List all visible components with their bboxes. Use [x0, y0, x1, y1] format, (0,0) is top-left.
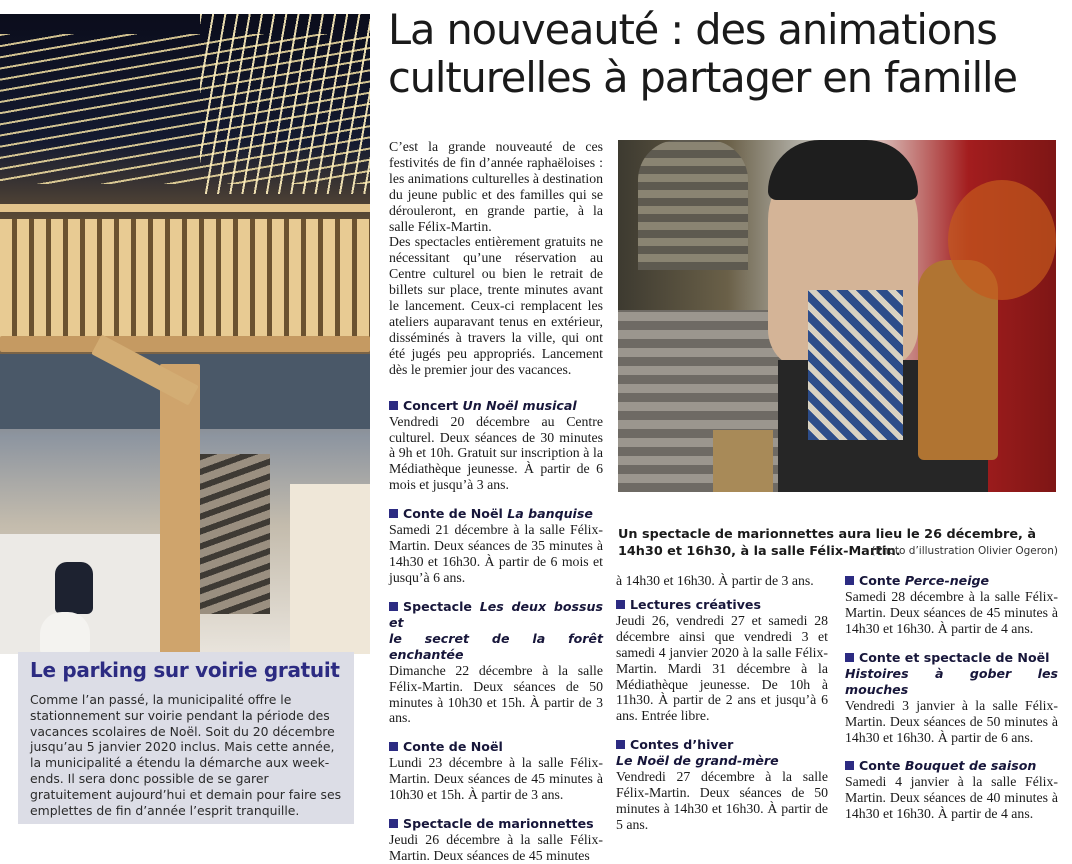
square-bullet-icon — [845, 653, 854, 662]
event-heading: Conte de Noël La banquise — [389, 506, 603, 522]
headline-line-1: La nouveauté : des animations — [388, 5, 997, 54]
square-bullet-icon — [616, 600, 625, 609]
text-column-1 — [389, 139, 603, 864]
event-heading: Contes d’hiver — [616, 737, 828, 753]
square-bullet-icon — [389, 509, 398, 518]
intro-paragraph-2: Des spectacles entièrement gratuits ne nécessitant qu’une réservation au Centre culturel ou bien le retrait de billets sur place, trente minutes avant le lancement. Ceux-ci remplacent les ateliers auparavant tenus en extérieur, disséminés à travers la ville, qui ont été jugés peu appropriés. Lancement dès le premier jour des vacances. — [389, 234, 603, 377]
event-text-continued: à 14h30 et 16h30. À partir de 3 ans. — [616, 573, 814, 588]
event-heading: Conte de Noël — [389, 739, 603, 755]
event-text: Jeudi 26 décembre à la salle Félix-Martin. Deux séances de 45 minutes — [389, 832, 603, 863]
event-text: Vendredi 20 décembre au Centre culturel. Deux séances de 30 minutes à 9h et 10h. Gratuit sur inscription à la Médiathèque jeunesse. À partir de 6 mois et jusqu’à 3 ans. — [389, 413, 603, 493]
event-heading: Concert Un Noël musical — [389, 398, 603, 414]
text-column-3 — [845, 573, 1058, 822]
puppet-show-photo — [618, 140, 1056, 492]
square-bullet-icon — [389, 742, 398, 751]
photo-caption: Un spectacle de marionnettes aura lieu le 26 décembre, à 14h30 et 16h30, à la salle Félix-Martin. — [618, 527, 1036, 559]
square-bullet-icon — [845, 761, 854, 770]
photo-credit: (Photo d’illustration Olivier Ogeron) — [871, 545, 1058, 557]
event-heading: Conte Perce-neige — [845, 573, 1058, 589]
event-heading: Conte Bouquet de saison — [845, 758, 1058, 774]
square-bullet-icon — [389, 401, 398, 410]
headline-line-2: culturelles à partager en famille — [388, 53, 1017, 102]
event-heading-line-2: Le Noël de grand-mère — [616, 753, 779, 769]
event-heading: Spectacle Les deux bossus et — [389, 598, 603, 630]
event-heading: Lectures créatives — [616, 597, 828, 613]
event-text: Dimanche 22 décembre à la salle Félix-Martin. Deux séances de 50 minutes à 10h30 et 15h. À partir de 3 ans. — [389, 662, 603, 726]
square-bullet-icon — [616, 740, 625, 749]
event-text: Vendredi 27 décembre à la salle Félix-Martin. Deux séances de 50 minutes à 14h30 et 16h30. À partir de 5 ans. — [616, 769, 828, 832]
christmas-village-photo — [0, 14, 370, 654]
event-text: Lundi 23 décembre à la salle Félix-Martin. Deux séances de 45 minutes à 10h30 et 15h. À partir de 3 ans. — [389, 755, 603, 803]
event-text: Vendredi 3 janvier à la salle Félix-Martin. Deux séances de 50 minutes à 14h30 et 16h30. À partir de 6 ans. — [845, 697, 1058, 745]
square-bullet-icon — [389, 602, 398, 611]
event-text: Jeudi 26, vendredi 27 et samedi 28 décembre ainsi que vendredi 3 et samedi 4 janvier 2020 à la salle Félix-Martin. Mardi 31 décembre à la Médiathèque jeunesse. De 10h à 11h30. À partir de 2 ans et jusqu’à 6 ans. Entrée libre. — [616, 612, 828, 724]
intro-paragraph-1: C’est la grande nouveauté de ces festivités de fin d’année raphaëloises : les animations culturelles à destination du jeune public et des familles qui se dérouleront, en grande partie, à la salle Félix-Martin. — [389, 139, 603, 234]
event-heading: Spectacle de marionnettes — [389, 816, 603, 832]
parking-box-body: Comme l’an passé, la municipalité offre le stationnement sur voirie pendant la période des vacances scolaires de Noël. Soit du 20 décembre jusqu’au 5 janvier 2020 inclus. Mais cette année, la municipalité a étendu la démarche aux week-ends. Il sera donc possible de se garer gratuitement aujourd’hui et demain pour faire ses emplettes de fin d’année l’esprit tranquille. — [30, 692, 342, 818]
parking-box-title: Le parking sur voirie gratuit — [30, 658, 340, 682]
article-headline — [388, 6, 1068, 102]
event-heading-line-2: Histoires à gober les mouches — [845, 665, 1058, 697]
square-bullet-icon — [389, 819, 398, 828]
event-text: Samedi 28 décembre à la salle Félix-Martin. Deux séances de 45 minutes à 14h30 et 16h30. À partir de 4 ans. — [845, 589, 1058, 636]
square-bullet-icon — [845, 576, 854, 585]
text-column-2 — [616, 573, 828, 833]
parking-info-box — [18, 652, 354, 824]
event-heading: Conte et spectacle de Noël — [845, 650, 1058, 666]
event-heading-line-2: le secret de la forêt enchantée — [389, 630, 603, 662]
event-text: Samedi 21 décembre à la salle Félix-Martin. Deux séances de 35 minutes à 14h30 et 16h30. À partir de 6 mois et jusqu’à 6 ans. — [389, 522, 603, 585]
event-text: Samedi 4 janvier à la salle Félix-Martin. Deux séances de 40 minutes à 14h30 et 16h30. À partir de 4 ans. — [845, 774, 1058, 822]
